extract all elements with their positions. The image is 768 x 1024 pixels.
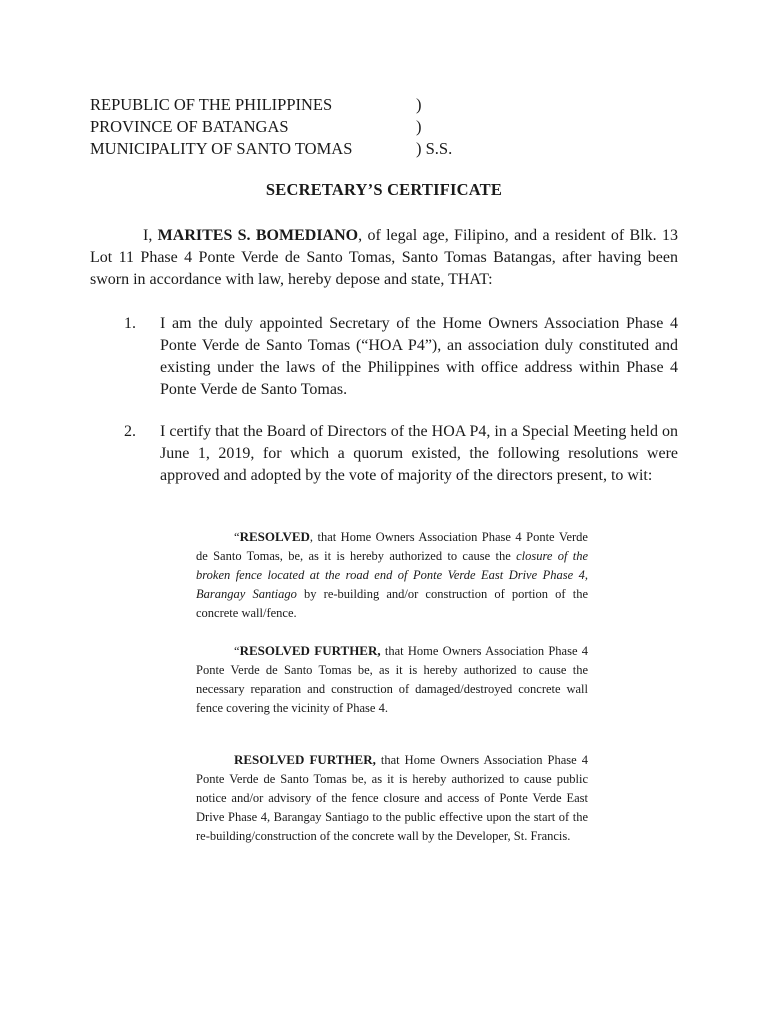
intro-text: , of legal age, Filipino, and a resident of Blk. 13 Lot 11 Phase 4 Ponte Verde de Santo Tomas, Santo Tomas Batangas, after having been sworn in accordance with law, hereby depose and state, THAT:	[90, 227, 678, 288]
resolution-italic-text: closure of the broken fence located at the road end of Ponte Verde East Drive Phase 4, Barangay Santiago	[196, 549, 589, 601]
venue-caption	[90, 94, 452, 160]
item-number: 2.	[124, 423, 136, 440]
resolution-text: that Home Owners Association Phase 4 Ponte Verde de Santo Tomas be, as it is hereby authorized to cause public notice and/or advisory of the fence closure and access of Ponte Verde East Drive Phase 4, Barangay Santiago to the public effective upon the start of the re-building/construction of the concrete wall by the Developer, St. Francis.	[196, 753, 588, 843]
affiant-name: MARITES S. BOMEDIANO	[157, 227, 359, 244]
resolution-paragraph	[196, 641, 588, 718]
caption-republic: REPUBLIC OF THE PHILIPPINES	[90, 95, 333, 114]
caption-municipality: MUNICIPALITY OF SANTO TOMAS	[90, 139, 353, 158]
resolution-keyword: RESOLVED	[239, 529, 310, 544]
caption-ss: ) S.S.	[416, 139, 453, 158]
resolution-text: , that Home Owners Association Phase 4 Ponte Verde de Santo Tomas, be, as it is hereby authorized to cause the	[196, 530, 588, 563]
resolution-quote: “	[234, 644, 240, 658]
resolution-paragraph	[196, 527, 588, 623]
caption-row	[90, 116, 452, 138]
intro-prefix: I,	[143, 227, 158, 244]
item-number: 1.	[124, 315, 136, 332]
resolution-text: that Home Owners Association Phase 4 Ponte Verde de Santo Tomas be, as it is hereby authorized to cause the necessary reparation and construction of damaged/destroyed concrete wall fence covering the vicinity of Phase 4.	[196, 644, 588, 715]
item-text: I certify that the Board of Directors of the HOA P4, in a Special Meeting held on June 1, 2019, for which a quorum existed, the following resolutions were approved and adopted by the vote of majority of the directors present, to wit:	[160, 423, 678, 484]
resolution-quote: “	[234, 530, 240, 544]
caption-bracket: )	[416, 117, 422, 136]
numbered-item	[90, 313, 678, 401]
resolution-keyword: RESOLVED FURTHER,	[239, 643, 381, 658]
resolution-text-end: by re-building and/or construction of portion of the concrete wall/fence.	[196, 587, 588, 620]
caption-bracket: )	[416, 95, 422, 114]
caption-province: PROVINCE OF BATANGAS	[90, 117, 289, 136]
intro-paragraph	[90, 225, 678, 291]
item-text: I am the duly appointed Secretary of the Home Owners Association Phase 4 Ponte Verde de Santo Tomas (“HOA P4”), an association duly constituted and existing under the laws of the Philippines with office address within Phase 4 Ponte Verde de Santo Tomas.	[160, 315, 678, 398]
resolution-keyword: RESOLVED FURTHER,	[234, 752, 376, 767]
numbered-item	[90, 421, 678, 487]
caption-row	[90, 94, 452, 116]
resolution-paragraph	[196, 750, 588, 846]
caption-row	[90, 138, 452, 160]
document-title: SECRETARY’S CERTIFICATE	[265, 180, 503, 199]
